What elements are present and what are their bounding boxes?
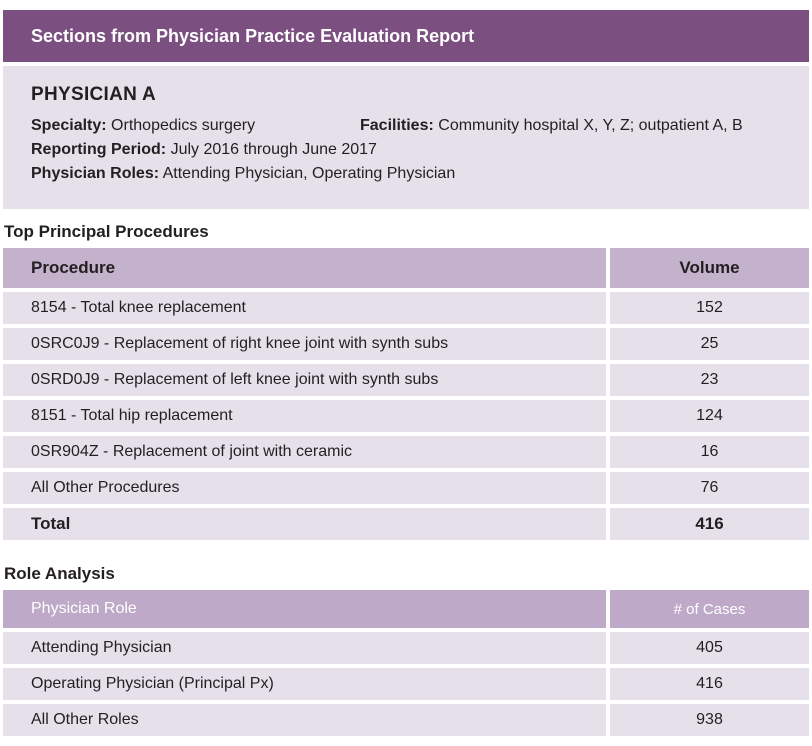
role-name: Attending Physician bbox=[3, 632, 606, 664]
facilities-value: Community hospital X, Y, Z; outpatient A, B bbox=[438, 117, 743, 134]
procedure-volume: 25 bbox=[606, 328, 809, 360]
procedure-volume: 23 bbox=[606, 364, 809, 396]
table-row bbox=[3, 704, 809, 736]
procedures-table bbox=[3, 244, 809, 544]
report-banner bbox=[3, 10, 809, 62]
roles-header-row bbox=[3, 590, 809, 628]
specialty-line bbox=[31, 114, 809, 138]
procedures-heading: Top Principal Procedures bbox=[4, 222, 209, 241]
volume-column-header: Volume bbox=[606, 248, 809, 288]
cases-column-header: # of Cases bbox=[606, 590, 809, 628]
procedure-column-header: Procedure bbox=[3, 248, 606, 288]
table-row bbox=[3, 400, 809, 432]
facilities-label: Facilities: bbox=[360, 117, 434, 134]
procedure-name: 0SRC0J9 - Replacement of right knee joint with synth subs bbox=[3, 328, 606, 360]
physician-roles-line bbox=[31, 162, 809, 186]
table-row bbox=[3, 668, 809, 700]
procedure-name: All Other Procedures bbox=[3, 472, 606, 504]
procedure-name: 8151 - Total hip replacement bbox=[3, 400, 606, 432]
table-row bbox=[3, 328, 809, 360]
procedure-volume: 16 bbox=[606, 436, 809, 468]
report-title: Sections from Physician Practice Evaluation Report bbox=[31, 26, 475, 46]
procedure-name: 0SR904Z - Replacement of joint with ceramic bbox=[3, 436, 606, 468]
role-cases: 405 bbox=[606, 632, 809, 664]
specialty-value: Orthopedics surgery bbox=[111, 117, 256, 134]
procedure-volume: 152 bbox=[606, 292, 809, 324]
table-row bbox=[3, 292, 809, 324]
role-name: Operating Physician (Principal Px) bbox=[3, 668, 606, 700]
procedure-volume: 124 bbox=[606, 400, 809, 432]
specialty-label: Specialty: bbox=[31, 117, 107, 134]
role-name: All Other Roles bbox=[3, 704, 606, 736]
table-row bbox=[3, 436, 809, 468]
total-value: 416 bbox=[606, 508, 809, 540]
reporting-period-line bbox=[31, 138, 809, 162]
procedure-name: 0SRD0J9 - Replacement of left knee joint with synth subs bbox=[3, 364, 606, 396]
role-cases: 416 bbox=[606, 668, 809, 700]
role-analysis-table bbox=[3, 586, 809, 740]
procedures-header-row bbox=[3, 248, 809, 288]
total-row bbox=[3, 508, 809, 540]
reporting-period-value: July 2016 through June 2017 bbox=[170, 141, 377, 158]
table-row bbox=[3, 632, 809, 664]
physician-roles-label: Physician Roles: bbox=[31, 165, 160, 182]
procedure-name: 8154 - Total knee replacement bbox=[3, 292, 606, 324]
physician-role-column-header: Physician Role bbox=[3, 590, 606, 628]
role-cases: 938 bbox=[606, 704, 809, 736]
total-label: Total bbox=[3, 508, 606, 540]
procedure-volume: 76 bbox=[606, 472, 809, 504]
physician-info-panel bbox=[3, 66, 809, 209]
role-analysis-heading: Role Analysis bbox=[4, 564, 115, 583]
reporting-period-label: Reporting Period: bbox=[31, 141, 167, 158]
table-row bbox=[3, 364, 809, 396]
physician-name: PHYSICIAN A bbox=[31, 84, 157, 105]
table-row bbox=[3, 472, 809, 504]
facilities-group bbox=[360, 114, 743, 138]
physician-roles-value: Attending Physician, Operating Physician bbox=[162, 165, 456, 182]
